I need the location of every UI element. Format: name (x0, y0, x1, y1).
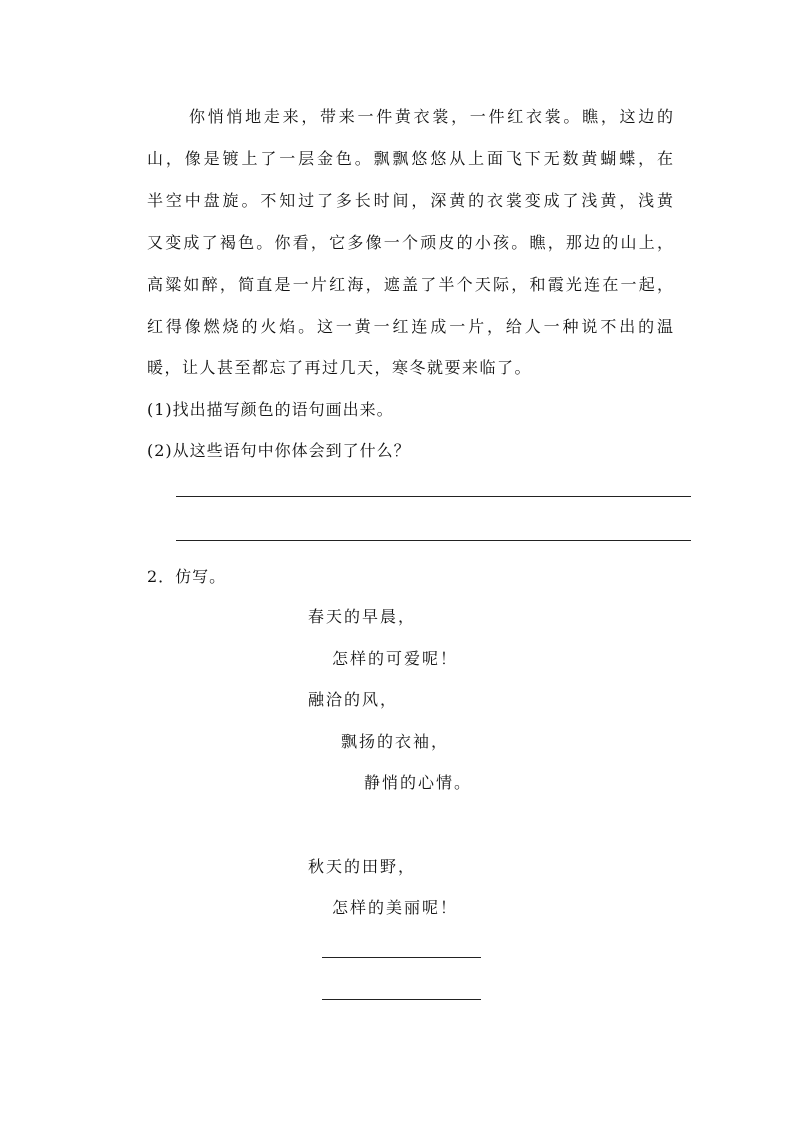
poem-line: 春天的早晨， (308, 607, 417, 626)
passage-line: 半空中盘旋。不知过了多长时间，深黄的衣裳变成了浅黄，浅黄 (147, 191, 673, 210)
passage-line: 高粱如醉，简直是一片红海，遮盖了半个天际，和霞光连在一起， (147, 275, 673, 294)
answer-line[interactable] (176, 496, 691, 497)
fill-in-blank-line[interactable] (322, 957, 481, 958)
passage-line: 又变成了褐色。你看，它多像一个顽皮的小孩。瞧，那边的山上， (147, 233, 673, 252)
poem-line: 秋天的田野， (308, 857, 417, 876)
poem-line: 融洽的风， (308, 690, 399, 709)
question-1: (1)找出描写颜色的语句画出来。 (147, 400, 394, 419)
section-heading: 2．仿写。 (147, 567, 227, 586)
passage-line: 山，像是镀上了一层金色。飘飘悠悠从上面飞下无数黄蝴蝶，在 (147, 149, 673, 168)
passage-line: 你悄悄地走来，带来一件黄衣裳，一件红衣裳。瞧，这边的 (189, 107, 673, 126)
passage-line: 红得像燃烧的火焰。这一黄一红连成一片，给人一种说不出的温 (147, 317, 673, 336)
question-2: (2)从这些语句中你体会到了什么？ (147, 441, 411, 460)
answer-line[interactable] (176, 540, 691, 541)
poem-line: 怎样的可爱呢！ (332, 649, 459, 668)
fill-in-blank-line[interactable] (322, 999, 481, 1000)
poem-line: 静悄的心情。 (364, 773, 473, 792)
poem-line: 怎样的美丽呢！ (332, 898, 459, 917)
poem-line: 飘扬的衣袖， (341, 732, 450, 751)
passage-line: 暖，让人甚至都忘了再过几天，寒冬就要来临了。 (147, 358, 533, 377)
